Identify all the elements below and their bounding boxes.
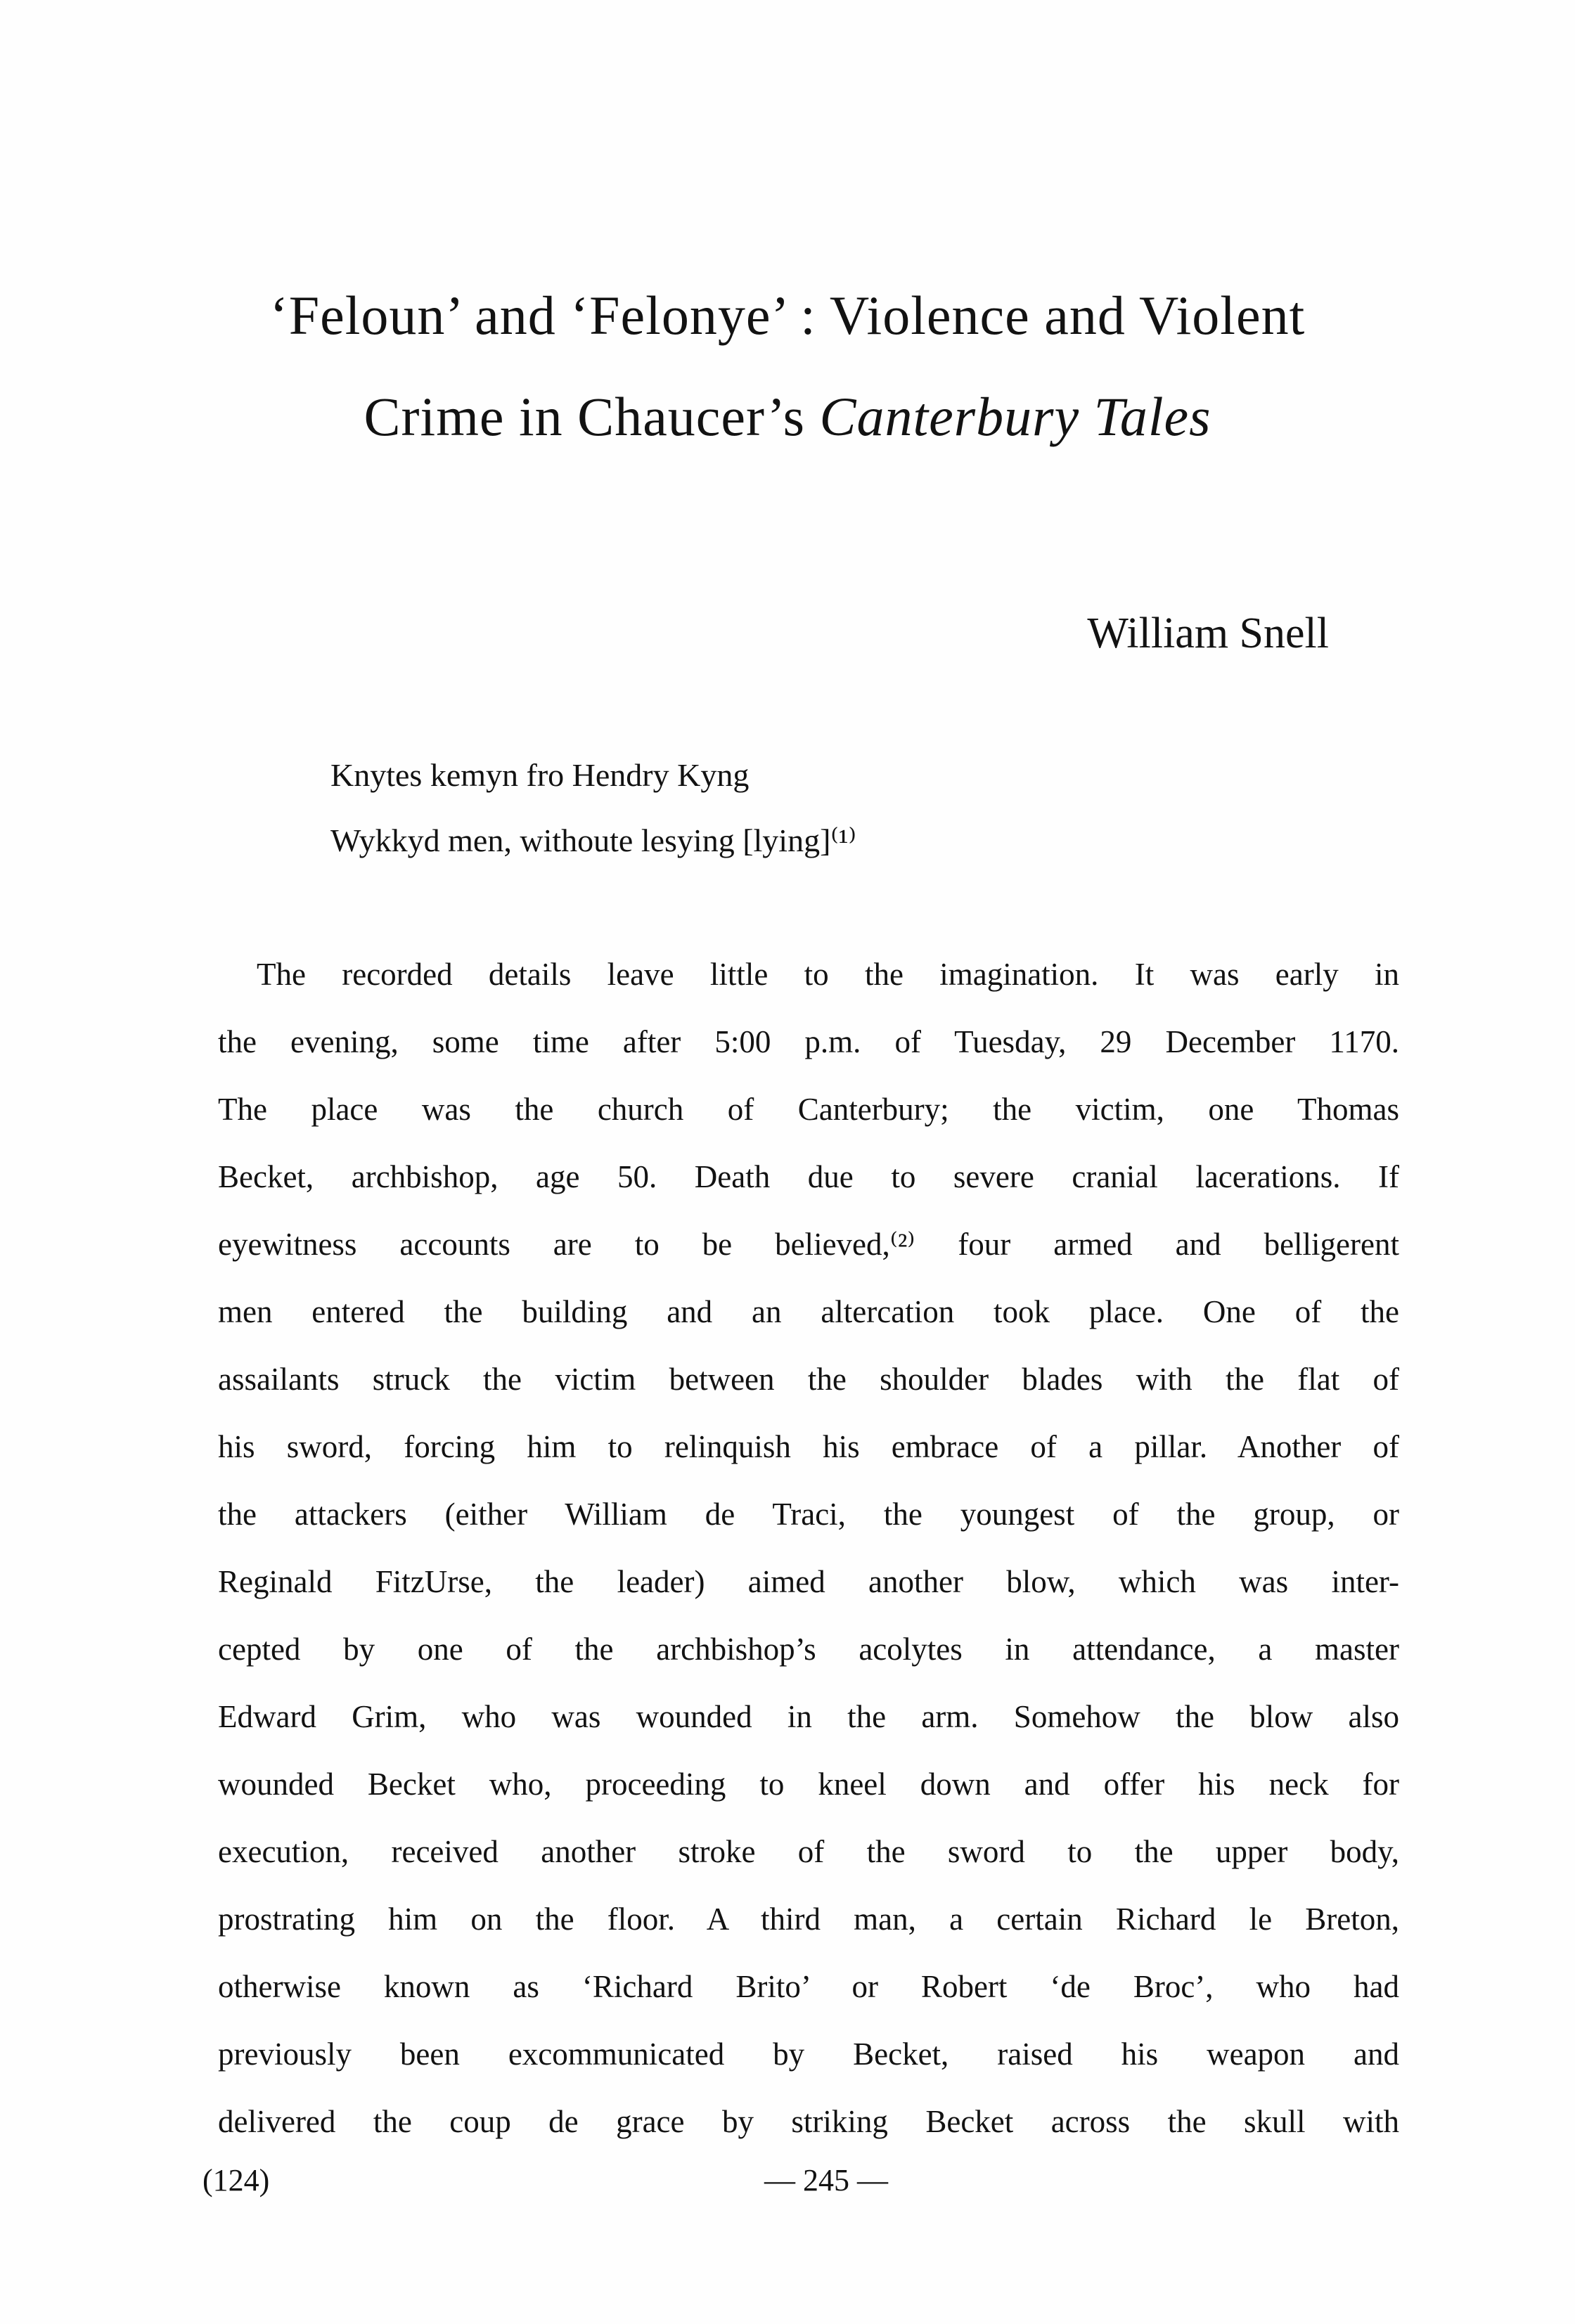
body-line: prostrating him on the floor. A third man, a certain Richard le Breton, [218, 1902, 1399, 1937]
body-paragraph [218, 941, 1399, 2155]
body-line: delivered the coup de grace by striking Becket across the skull with [218, 2104, 1399, 2139]
epigraph [330, 742, 856, 873]
body-line: cepted by one of the archbishop’s acolytes in attendance, a master [218, 1632, 1399, 1667]
epigraph-line: Knytes kemyn fro Hendry Kyng [330, 757, 750, 793]
body-line: execution, received another stroke of the sword to the upper body, [218, 1834, 1399, 1869]
paper-title-line-2-italic: Canterbury Tales [819, 386, 1211, 447]
body-line: men entered the building and an altercation took place. One of the [218, 1294, 1399, 1329]
page-number: — 245 — [764, 2163, 888, 2197]
body-line: otherwise known as ‘Richard Brito’ or Robert ‘de Broc’, who had [218, 1969, 1399, 2004]
body-line: wounded Becket who, proceeding to kneel down and offer his neck for [218, 1767, 1399, 1802]
body-line: previously been excommunicated by Becket, raised his weapon and [218, 2036, 1399, 2072]
folio-number: (124) [202, 2163, 270, 2197]
paper-title-line-2-roman: Crime in Chaucer’s [364, 386, 820, 447]
body-line: the attackers (either William de Traci, the youngest of the group, or [218, 1497, 1399, 1532]
epigraph-line: Wykkyd men, withoute lesying [lying]⁽¹⁾ [330, 822, 856, 858]
body-line: his sword, forcing him to relinquish his embrace of a pillar. Another of [218, 1429, 1399, 1464]
body-line: Reginald FitzUrse, the leader) aimed another blow, which was inter- [218, 1564, 1399, 1599]
body-line: The place was the church of Canterbury; the victim, one Thomas [218, 1092, 1399, 1127]
body-line: The recorded details leave little to the imagination. It was early in [257, 957, 1399, 992]
body-line: Becket, archbishop, age 50. Death due to severe cranial lacerations. If [218, 1159, 1399, 1194]
paper-title-line-1: ‘Feloun’ and ‘Felonye’ : Violence and Violent [269, 285, 1306, 346]
body-line: the evening, some time after 5:00 p.m. of Tuesday, 29 December 1170. [218, 1024, 1399, 1059]
author-name: William Snell [1087, 609, 1329, 657]
paper-title-line-2 [0, 385, 1575, 448]
body-line: assailants struck the victim between the shoulder blades with the flat of [218, 1362, 1399, 1397]
body-line: eyewitness accounts are to be believed,⁽²⁾ four armed and belligerent [218, 1227, 1399, 1262]
body-line: Edward Grim, who was wounded in the arm. Somehow the blow also [218, 1699, 1399, 1734]
